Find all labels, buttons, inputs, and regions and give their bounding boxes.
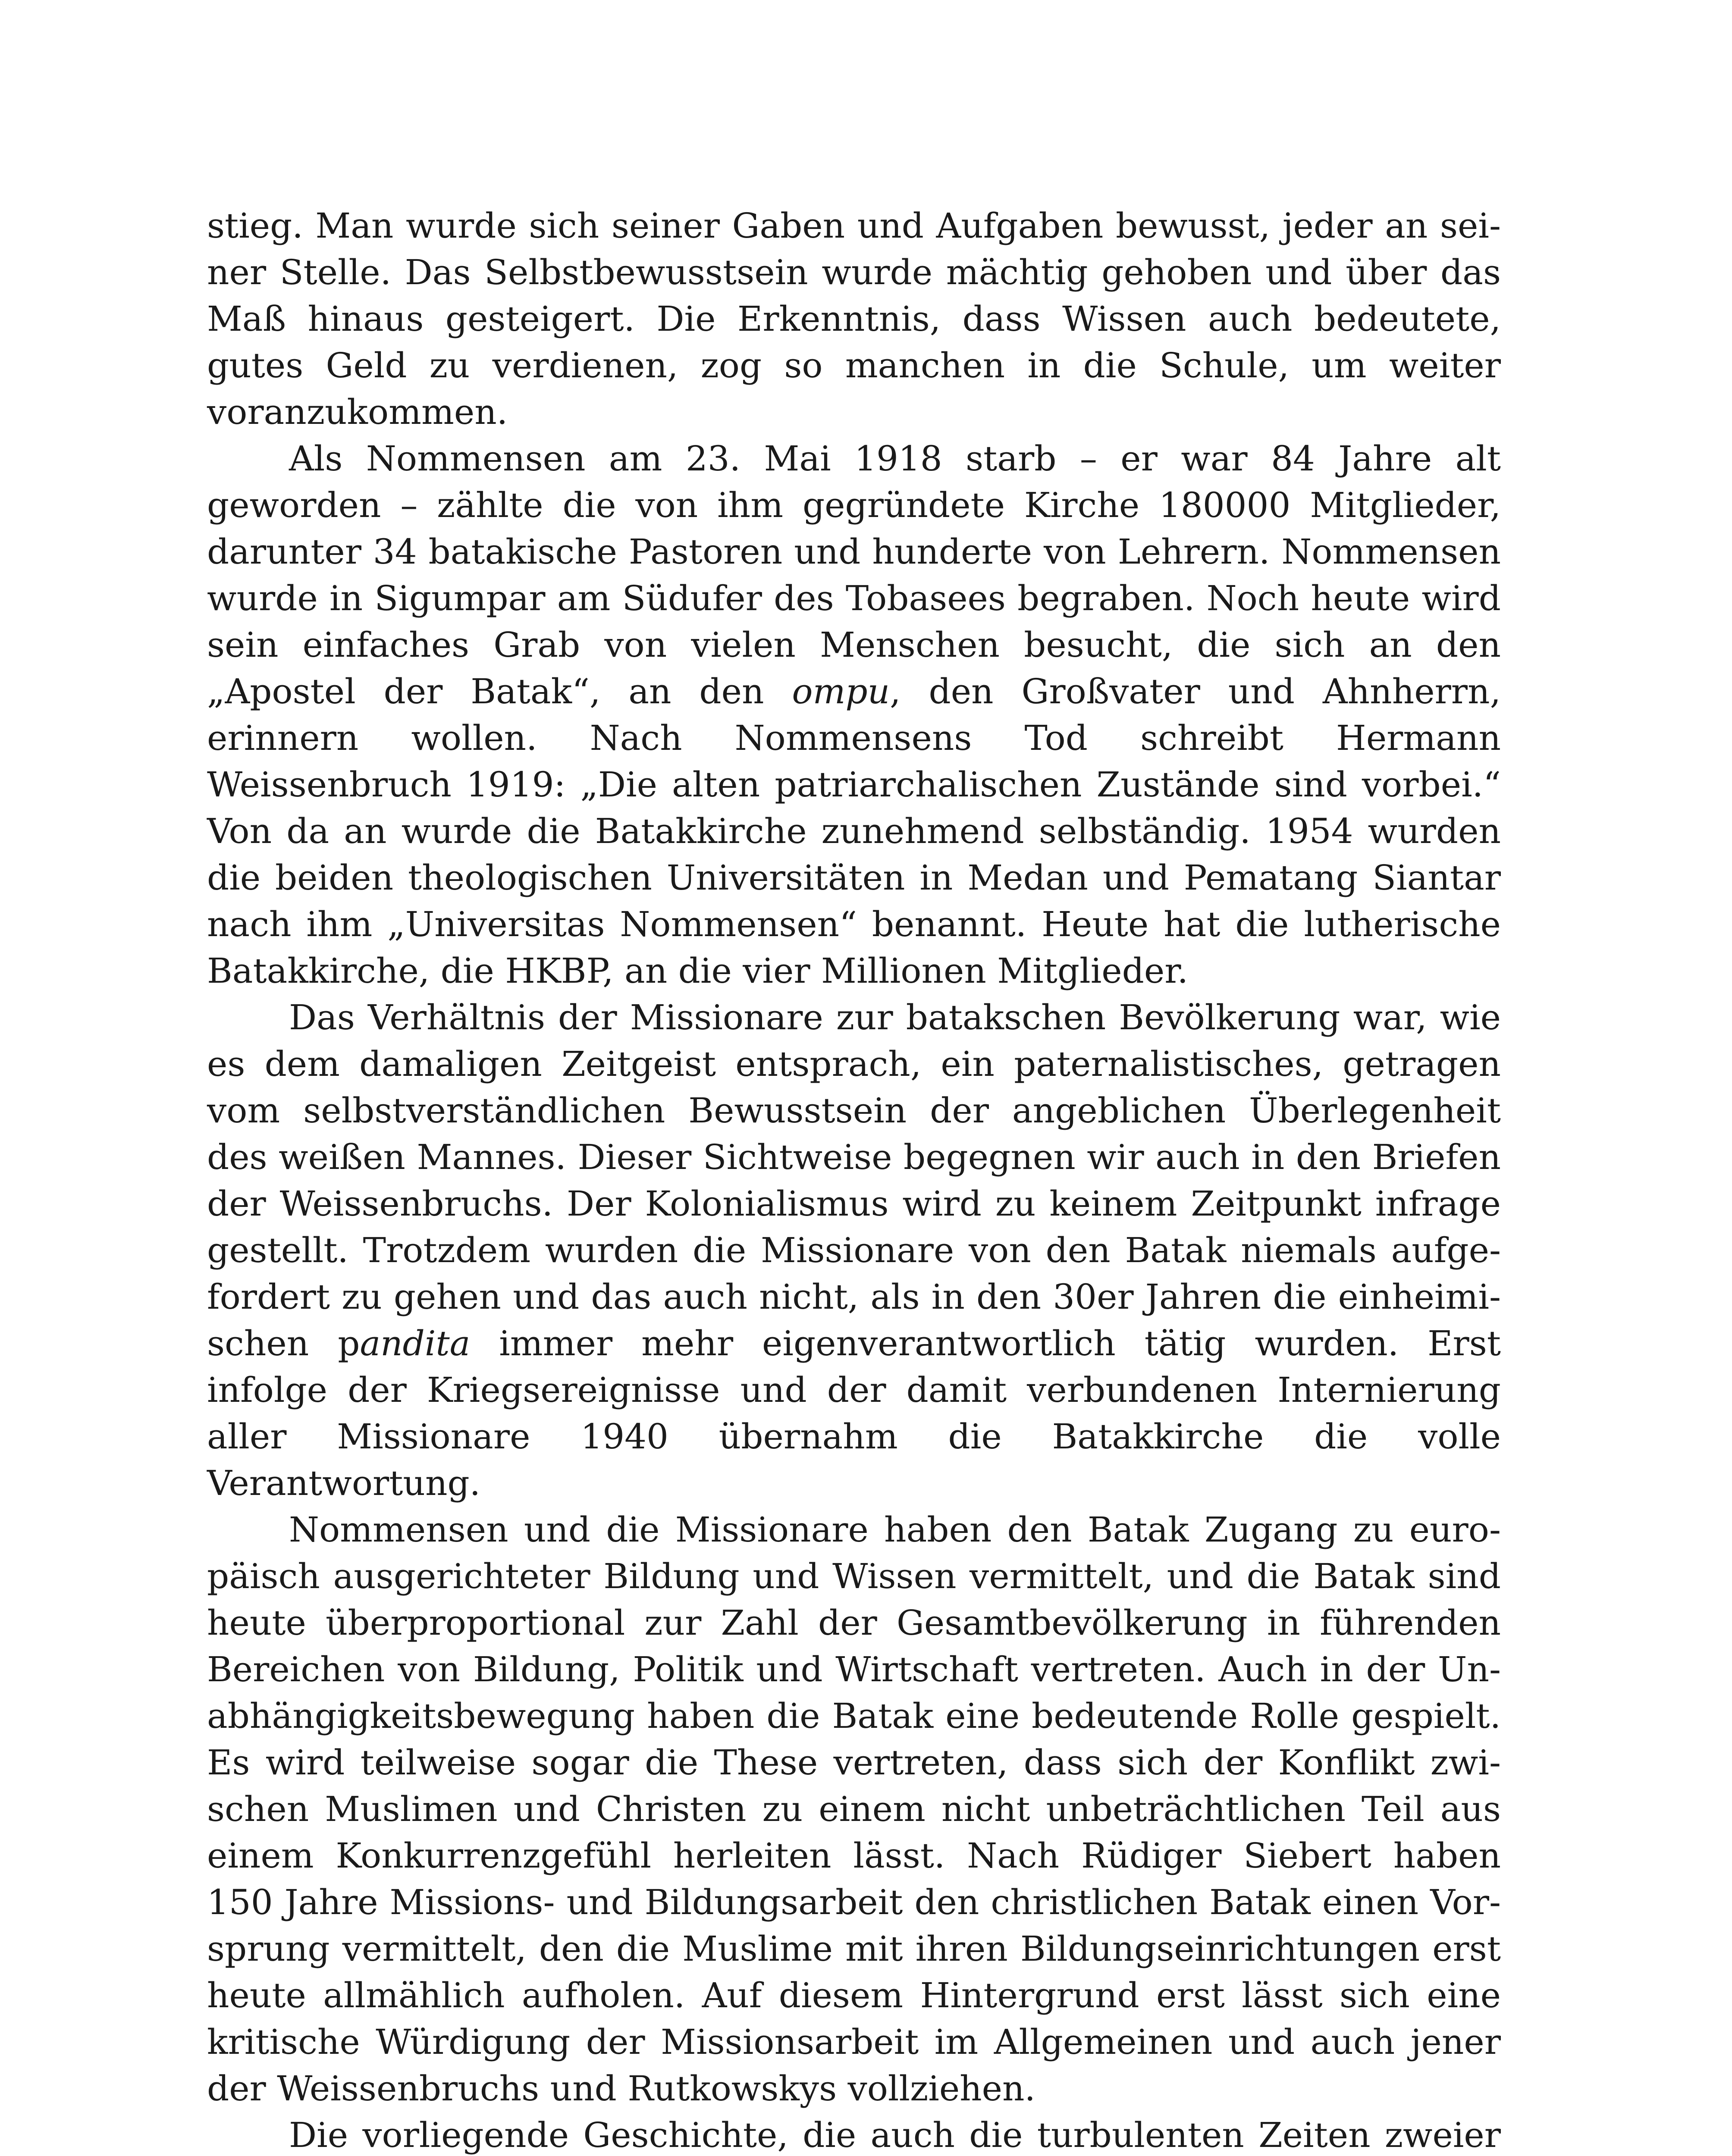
paragraph-3: [207, 994, 1501, 1507]
paragraph-text: Die vorliegende Geschichte, die auch die turbulenten Zeiten zweier: [289, 2115, 1501, 2155]
paragraph-4: [207, 1507, 1501, 2112]
paragraph-text: stieg. Man wurde sich seiner Gaben und Aufgaben bewusst, jeder an seiner Stelle. Das Selbstbewusstsein wurde mächtig gehoben und über das Maß hinaus gesteigert. Die Erkenntnis, dass Wissen auch bedeutete, gutes Geld zu verdienen, zog so manchen in die Schule, um weiter voranzukommen.: [207, 206, 1501, 432]
body-text: [207, 203, 1501, 2156]
italic-term: andita: [360, 1323, 471, 1363]
paragraph-text: Das Verhältnis der Missionare zur batakschen Bevölkerung war, wie es dem damaligen Zeitgeist entsprach, ein paternalistisches, getragen vom selbstverständlichen Bewusstsein der angeblichen Überlegenheit des weißen Mannes. Dieser Sichtweise begegnen wir auch in den Briefen der Weissenbruchs. Der Kolonialismus wird zu keinem Zeitpunkt infrage gestellt. Trotzdem wurden die Missionare von den Batak niemals aufgefordert zu gehen und das auch nicht, als in den 30er Jahren die einheimischen p: [207, 997, 1501, 1363]
paragraph-5: [207, 2112, 1501, 2156]
italic-term: ompu: [792, 671, 890, 711]
paragraph-2: [207, 436, 1501, 994]
paragraph-1: [207, 203, 1501, 436]
paragraph-text: Nommensen und die Missionare haben den Batak Zugang zu europäisch ausgerichteter Bildung und Wissen vermittelt, und die Batak sind heute überproportional zur Zahl der Gesamtbevölkerung in führenden Bereichen von Bildung, Politik und Wirtschaft vertreten. Auch in der Unabhängigkeitsbewegung haben die Batak eine bedeutende Rolle gespielt. Es wird teilweise sogar die These vertreten, dass sich der Konflikt zwischen Muslimen und Christen zu einem nicht unbeträchtlichen Teil aus einem Konkurrenzgefühl herleiten lässt. Nach Rüdiger Siebert haben 150 Jahre Missions- und Bildungsarbeit den christlichen Batak einen Vorsprung vermittelt, den die Muslime mit ihren Bildungseinrichtungen erst heute allmählich aufholen. Auf diesem Hintergrund erst lässt sich eine kritische Würdigung der Missionsarbeit im Allgemeinen und auch jener der Weissenbruchs und Rutkowskys vollziehen.: [207, 1510, 1501, 2109]
paragraph-text: immer mehr eigenverantwortlich tätig wurden. Erst infolge der Kriegsereignisse und der damit verbundenen Internierung aller Missionare 1940 übernahm die Batakkirche die volle Verantwortung.: [207, 1323, 1501, 1503]
paragraph-text: , den Großvater und Ahnherrn, erinnern wollen. Nach Nommensens Tod schreibt Hermann Weissenbruch 1919: „Die alten patriarchalischen Zustände sind vorbei.“ Von da an wurde die Batakkirche zunehmend selbständig. 1954 wurden die beiden theologischen Universitäten in Medan und Pematang Siantar nach ihm „Universitas Nommensen“ benannt. Heute hat die lutherische Batakkirche, die HKBP, an die vier Millionen Mitglieder.: [207, 671, 1501, 991]
paragraph-text: Als Nommensen am 23. Mai 1918 starb – er war 84 Jahre alt geworden – zählte die von ihm gegründete Kirche 180000 Mitglieder, darunter 34 batakische Pastoren und hunderte von Lehrern. Nommensen wurde in Sigumpar am Südufer des Tobasees begraben. Noch heute wird sein einfaches Grab von vielen Menschen besucht, die sich an den „Apostel der Batak“, an den: [207, 439, 1501, 711]
